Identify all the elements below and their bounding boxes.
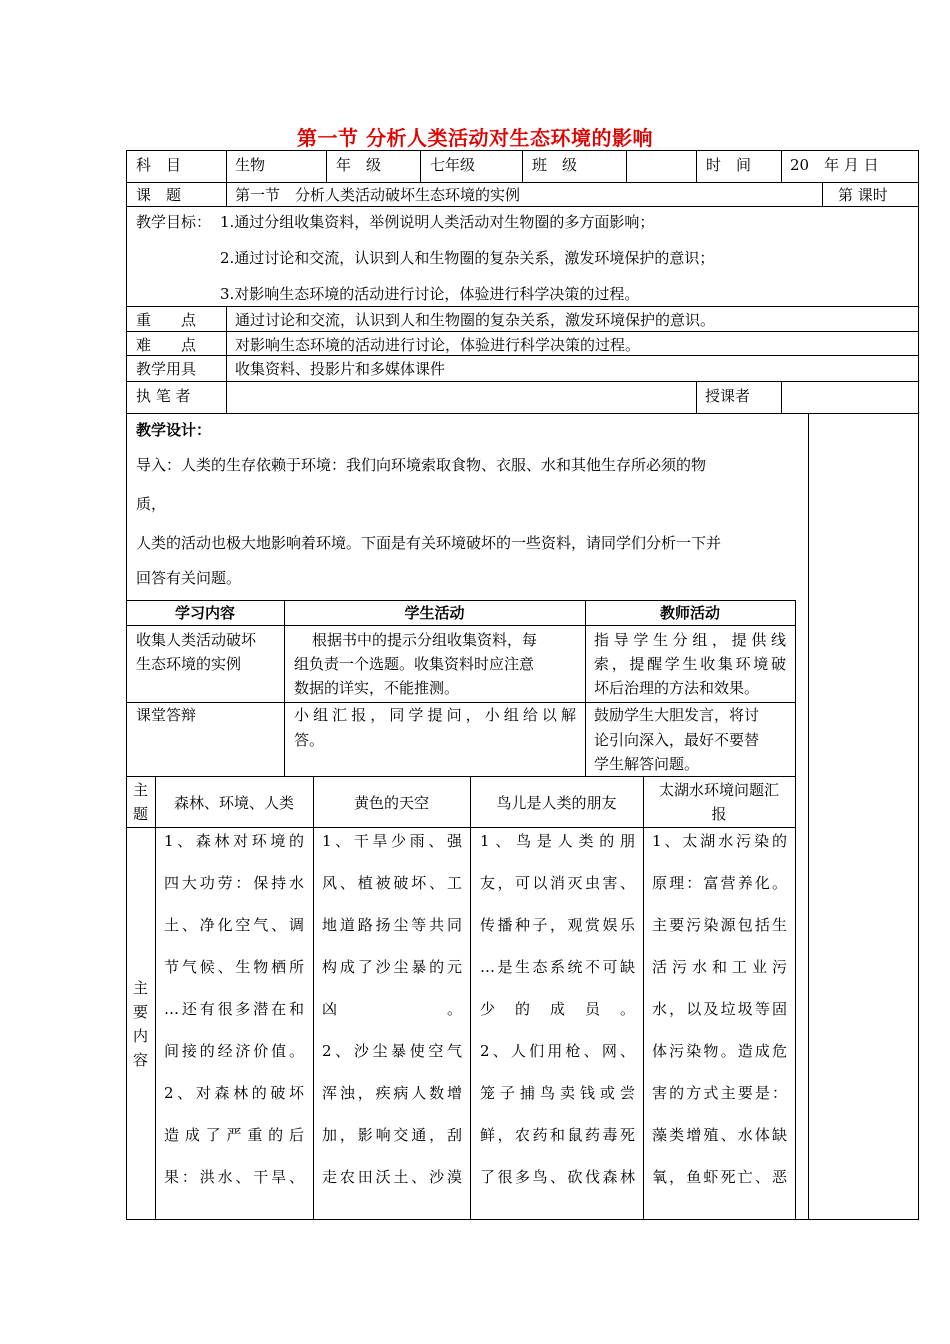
design-intro: 人类的活动也极大地影响着环境。下面是有关环境破坏的一些资料，请同学们分析一下并 bbox=[136, 534, 722, 552]
activity-header: 学习内容 bbox=[174, 604, 235, 622]
time-label: 时 间 bbox=[706, 156, 752, 174]
topic-value: 第一节 分析人类活动破坏生态环境的实例 bbox=[235, 186, 521, 204]
design-intro: 质， bbox=[136, 495, 167, 513]
materials-value: 收集资料、投影片和多媒体课件 bbox=[235, 360, 446, 378]
teacher-activity: 指导学生分组，提供线 bbox=[594, 631, 786, 649]
theme-content-line: 体污染物。造成危 bbox=[652, 1042, 787, 1060]
grade-value: 七年级 bbox=[430, 156, 476, 174]
content-label: 内 bbox=[132, 1027, 148, 1045]
theme-content-line: 走农田沃土、沙漠 bbox=[322, 1168, 462, 1186]
content-label: 容 bbox=[132, 1051, 148, 1069]
subject-label: 科 目 bbox=[136, 156, 182, 174]
table-border bbox=[126, 827, 796, 828]
table-border bbox=[420, 150, 421, 182]
theme-content-line: 活污水和工业污 bbox=[652, 958, 787, 976]
table-border bbox=[126, 702, 796, 703]
period-value: 第 课时 bbox=[838, 186, 888, 204]
table-border bbox=[126, 331, 919, 332]
theme-content-line: 土、净化空气、调 bbox=[164, 916, 304, 934]
design-intro: 导入：人类的生存依赖于环境：我们向环境索取食物、衣服、水和其他生存所必须的物 bbox=[136, 456, 707, 474]
activity-content: 收集人类活动破坏 bbox=[136, 631, 257, 649]
theme-topic: 太湖水环境问题汇 bbox=[658, 781, 779, 799]
difficulty-value: 对影响生态环境的活动进行讨论，体验进行科学决策的过程。 bbox=[235, 336, 641, 354]
student-activity: 数据的详实，不能推测。 bbox=[294, 679, 460, 697]
table-border bbox=[585, 600, 586, 776]
table-border bbox=[313, 776, 314, 1220]
table-border bbox=[522, 150, 523, 182]
teacher-activity: 坏后治理的方法和效果。 bbox=[594, 679, 760, 697]
table-border bbox=[795, 600, 796, 1220]
theme-topic: 鸟儿是人类的朋友 bbox=[496, 794, 617, 812]
activity-content: 课堂答辩 bbox=[136, 706, 197, 724]
table-border bbox=[126, 1219, 919, 1220]
table-border bbox=[643, 776, 644, 1220]
student-activity: 答。 bbox=[294, 731, 325, 749]
table-border bbox=[626, 150, 627, 182]
objective-item: 2.通过讨论和交流，认识到人和生物圈的复杂关系，激发环境保护的意识； bbox=[220, 249, 715, 267]
table-border bbox=[126, 413, 919, 414]
theme-content-line: 风、植被破坏、工 bbox=[322, 874, 462, 892]
theme-content-line: 氧，鱼虾死亡、恶 bbox=[652, 1168, 787, 1186]
table-border bbox=[126, 381, 919, 382]
difficulty-label: 难 点 bbox=[136, 336, 197, 354]
table-border bbox=[155, 776, 156, 1220]
table-border bbox=[822, 182, 823, 206]
theme-topic: 报 bbox=[711, 805, 727, 823]
theme-content-line: 果：洪水、干旱、 bbox=[164, 1168, 304, 1186]
theme-content-line: 传播种子，观赏娱乐 bbox=[480, 916, 635, 934]
table-border bbox=[284, 600, 285, 776]
table-border bbox=[781, 150, 782, 182]
activity-header: 教师活动 bbox=[659, 604, 720, 622]
table-border bbox=[126, 625, 796, 626]
theme-content-line: 笼子捕鸟卖钱或尝 bbox=[480, 1084, 635, 1102]
theme-content-line: 友，可以消灭虫害、 bbox=[480, 874, 635, 892]
table-border bbox=[126, 206, 919, 207]
teacher-activity: 索，提醒学生收集环境破 bbox=[594, 655, 786, 673]
theme-content-line: 地道路扬尘等共同 bbox=[322, 916, 462, 934]
theme-topic: 黄色的天空 bbox=[353, 794, 429, 812]
theme-content-line: 2、对森林的破坏 bbox=[164, 1084, 304, 1102]
table-border bbox=[226, 182, 227, 206]
table-border bbox=[918, 150, 919, 1220]
theme-label: 主 bbox=[132, 781, 148, 799]
theme-content-line: 主要污染源包括生 bbox=[652, 916, 787, 934]
table-border bbox=[696, 381, 697, 413]
objective-item: 1.通过分组收集资料，举例说明人类活动对生物圈的多方面影响； bbox=[220, 213, 655, 231]
theme-content-line: 凶。 bbox=[322, 1000, 462, 1018]
theme-content-line: 构成了沙尘暴的元 bbox=[322, 958, 462, 976]
table-border bbox=[326, 150, 327, 182]
activity-content: 生态环境的实例 bbox=[136, 655, 242, 673]
class-label: 班 级 bbox=[532, 156, 578, 174]
theme-content-line: …是生态系统不可缺 bbox=[480, 958, 635, 976]
objectives-label: 教学目标： bbox=[136, 213, 212, 231]
table-border bbox=[808, 413, 809, 1220]
theme-content-line: 1、森林对环境的 bbox=[164, 832, 304, 850]
theme-content-line: 浑浊，疾病人数增 bbox=[322, 1084, 462, 1102]
table-border bbox=[226, 306, 227, 413]
table-border bbox=[226, 150, 227, 182]
theme-label: 题 bbox=[132, 805, 148, 823]
theme-content-line: 加，影响交通，刮 bbox=[322, 1126, 462, 1144]
materials-label: 教学用具 bbox=[136, 360, 197, 378]
theme-content-line: 间接的经济价值。 bbox=[164, 1042, 304, 1060]
design-intro: 回答有关问题。 bbox=[136, 569, 242, 587]
grade-label: 年 级 bbox=[336, 156, 382, 174]
theme-content-line: 1、鸟是人类的朋 bbox=[480, 832, 635, 850]
student-activity: 小组汇报，同学提问，小组给以解 bbox=[294, 706, 576, 724]
teacher-activity: 论引向深入，最好不要替 bbox=[594, 731, 760, 749]
table-border bbox=[696, 150, 697, 182]
page-title: 第一节 分析人类活动对生态环境的影响 bbox=[297, 126, 653, 150]
theme-content-line: 鲜，农药和鼠药毒死 bbox=[480, 1126, 635, 1144]
table-border bbox=[126, 306, 919, 307]
subject-value: 生物 bbox=[235, 156, 266, 174]
theme-topic: 森林、环境、人类 bbox=[173, 794, 294, 812]
time-value: 20 年 月 日 bbox=[790, 156, 879, 174]
student-activity: 根据书中的提示分组收集资料，每 bbox=[312, 631, 538, 649]
key-point-value: 通过讨论和交流，认识到人和生物圈的复杂关系，激发环境保护的意识。 bbox=[235, 311, 716, 329]
theme-content-line: 水，以及垃圾等固 bbox=[652, 1000, 787, 1018]
teacher-activity: 鼓励学生大胆发言，将讨 bbox=[594, 706, 760, 724]
theme-content-line: …还有很多潜在和 bbox=[164, 1000, 304, 1018]
theme-content-line: 藻类增殖、水体缺 bbox=[652, 1126, 787, 1144]
content-label: 要 bbox=[132, 1003, 148, 1021]
table-border bbox=[126, 182, 919, 183]
teacher-activity: 学生解答问题。 bbox=[594, 755, 700, 773]
writer-label: 执 笔 者 bbox=[136, 387, 191, 405]
table-border bbox=[126, 600, 796, 601]
theme-content-line: 少的成员。 bbox=[480, 1000, 635, 1018]
theme-content-line: 节气候、生物栖所 bbox=[164, 958, 304, 976]
design-label: 教学设计： bbox=[136, 421, 212, 439]
theme-content-line: 了很多鸟、砍伐森林 bbox=[480, 1168, 635, 1186]
table-border bbox=[781, 381, 782, 413]
table-border bbox=[470, 776, 471, 1220]
theme-content-line: 2、人们用枪、网、 bbox=[480, 1042, 635, 1060]
content-label: 主 bbox=[132, 979, 148, 997]
theme-content-line: 造成了严重的后 bbox=[164, 1126, 304, 1144]
table-border bbox=[126, 776, 796, 777]
topic-label: 课 题 bbox=[136, 186, 182, 204]
activity-header: 学生活动 bbox=[404, 604, 465, 622]
theme-content-line: 四大功劳：保持水 bbox=[164, 874, 304, 892]
teacher-label: 授课者 bbox=[705, 387, 751, 405]
theme-content-line: 害的方式主要是： bbox=[652, 1084, 787, 1102]
theme-content-line: 1、太湖水污染的 bbox=[652, 832, 787, 850]
student-activity: 组负责一个选题。收集资料时应注意 bbox=[294, 655, 535, 673]
theme-content-line: 2、沙尘暴使空气 bbox=[322, 1042, 462, 1060]
table-border bbox=[126, 355, 919, 356]
objective-item: 3.对影响生态环境的活动进行讨论，体验进行科学决策的过程。 bbox=[220, 285, 640, 303]
theme-content-line: 原理：富营养化。 bbox=[652, 874, 787, 892]
theme-content-line: 1、干旱少雨、强 bbox=[322, 832, 462, 850]
key-point-label: 重 点 bbox=[136, 311, 197, 329]
